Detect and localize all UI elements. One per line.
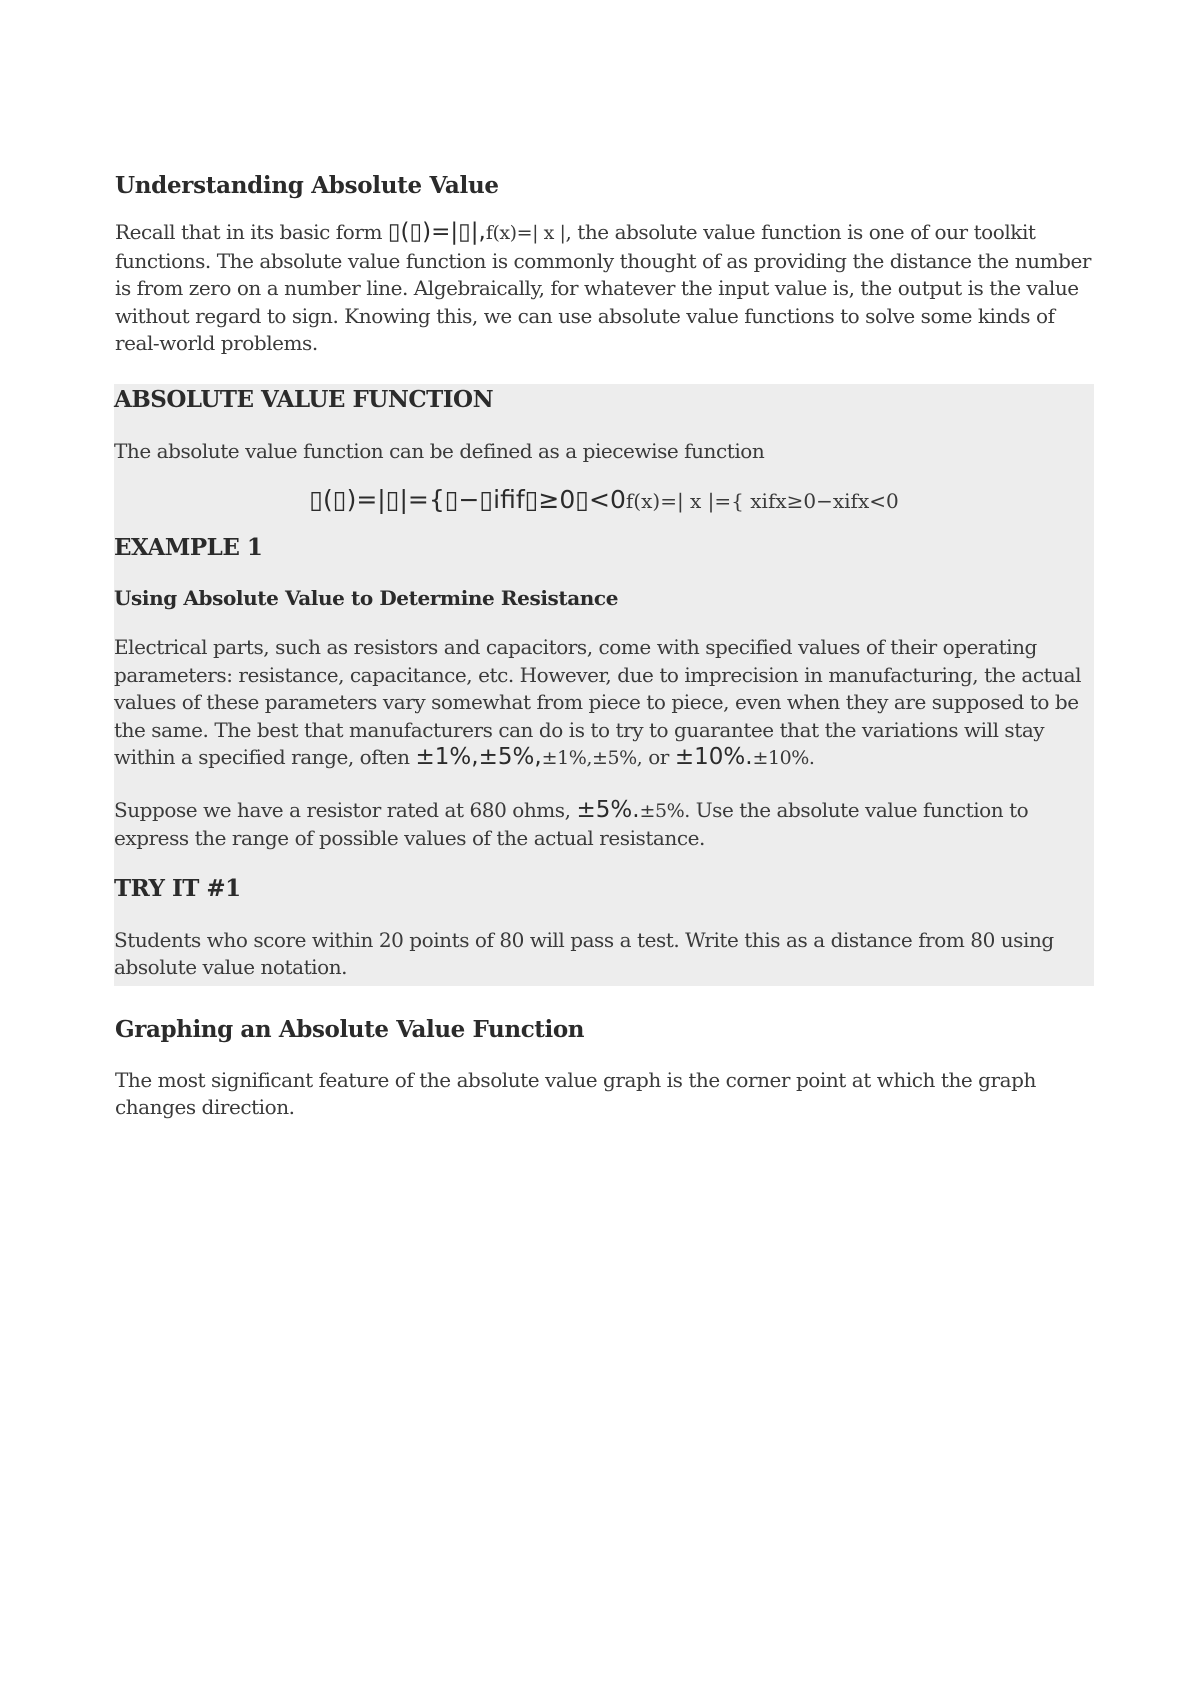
box-heading-absolute-value-function: ABSOLUTE VALUE FUNCTION bbox=[114, 385, 494, 413]
resistor-math-glyphs: ±5%. bbox=[576, 796, 640, 823]
piecewise-formula bbox=[114, 485, 1094, 514]
tolerance-math-1-glyphs: ±1%,±5%, bbox=[415, 744, 542, 770]
inline-math-text: f(x)=| x | bbox=[485, 222, 566, 244]
document-page bbox=[115, 172, 1095, 1122]
try-it-text: Students who score within 20 points of 80 will pass a test. Write this as a distance from 80 using absolute value notation. bbox=[114, 927, 1054, 979]
piecewise-intro: The absolute value function can be defined as a piecewise function bbox=[114, 438, 765, 463]
intro-text-rest: , the absolute value function is one of our toolkit functions. The absolute value function is commonly thought of as providing the distance the number is from zero on a number line. Algebraically, for whatever the input value is, the output is the value without regard to sign. Knowing this, we can use absolute value functions to solve some kinds of real-world problems. bbox=[115, 220, 1091, 355]
example-paragraph-1 bbox=[114, 634, 1094, 773]
intro-text-start: Recall that in its basic form bbox=[115, 220, 388, 244]
formula-glyphs: ▯(▯)=|▯|={▯−▯ifif▯≥0▯<0 bbox=[309, 485, 626, 514]
intro-paragraph bbox=[115, 219, 1095, 358]
section-heading-graphing: Graphing an Absolute Value Function bbox=[115, 1015, 585, 1043]
example-subheading: Using Absolute Value to Determine Resistance bbox=[114, 586, 619, 610]
tolerance-math-2-glyphs: ±10%. bbox=[674, 744, 753, 770]
try-it-heading: TRY IT #1 bbox=[114, 874, 241, 902]
tolerance-math-2-text: ±10%. bbox=[752, 747, 815, 769]
section-heading-understanding-absolute-value: Understanding Absolute Value bbox=[115, 172, 499, 199]
inline-math-glyphs: ▯(▯)=|▯|, bbox=[387, 219, 486, 245]
formula-text: f(x)=| x |={ xifx≥0−xifx<0 bbox=[625, 489, 899, 513]
tolerance-math-1-text: ±1%,±5%, bbox=[541, 747, 643, 769]
example-paragraph-2 bbox=[114, 797, 1094, 853]
example-p2-suffix: Use the absolute value function to express the range of possible values of the actual resistance. bbox=[114, 797, 1029, 850]
example-p1-text: Electrical parts, such as resistors and capacitors, come with specified values of their operating parameters: resistance, capacitance, etc. However, due to imprecision in manufacturing, the actual values of these parameters vary somewhat from piece to piece, even when they are supposed to be the same. The best that manufacturers can do is to try to guarantee that the variations will stay within a specified range, often bbox=[114, 635, 1082, 769]
definition-box bbox=[114, 384, 1094, 986]
example-p2-prefix: Suppose we have a resistor rated at 680 ohms, bbox=[114, 797, 577, 822]
graphing-paragraph: The most significant feature of the absolute value graph is the corner point at which the graph changes direction. bbox=[115, 1067, 1036, 1119]
example-heading: EXAMPLE 1 bbox=[114, 534, 263, 561]
resistor-math-text: ±5%. bbox=[639, 799, 690, 822]
example-p1-or: or bbox=[642, 745, 675, 769]
